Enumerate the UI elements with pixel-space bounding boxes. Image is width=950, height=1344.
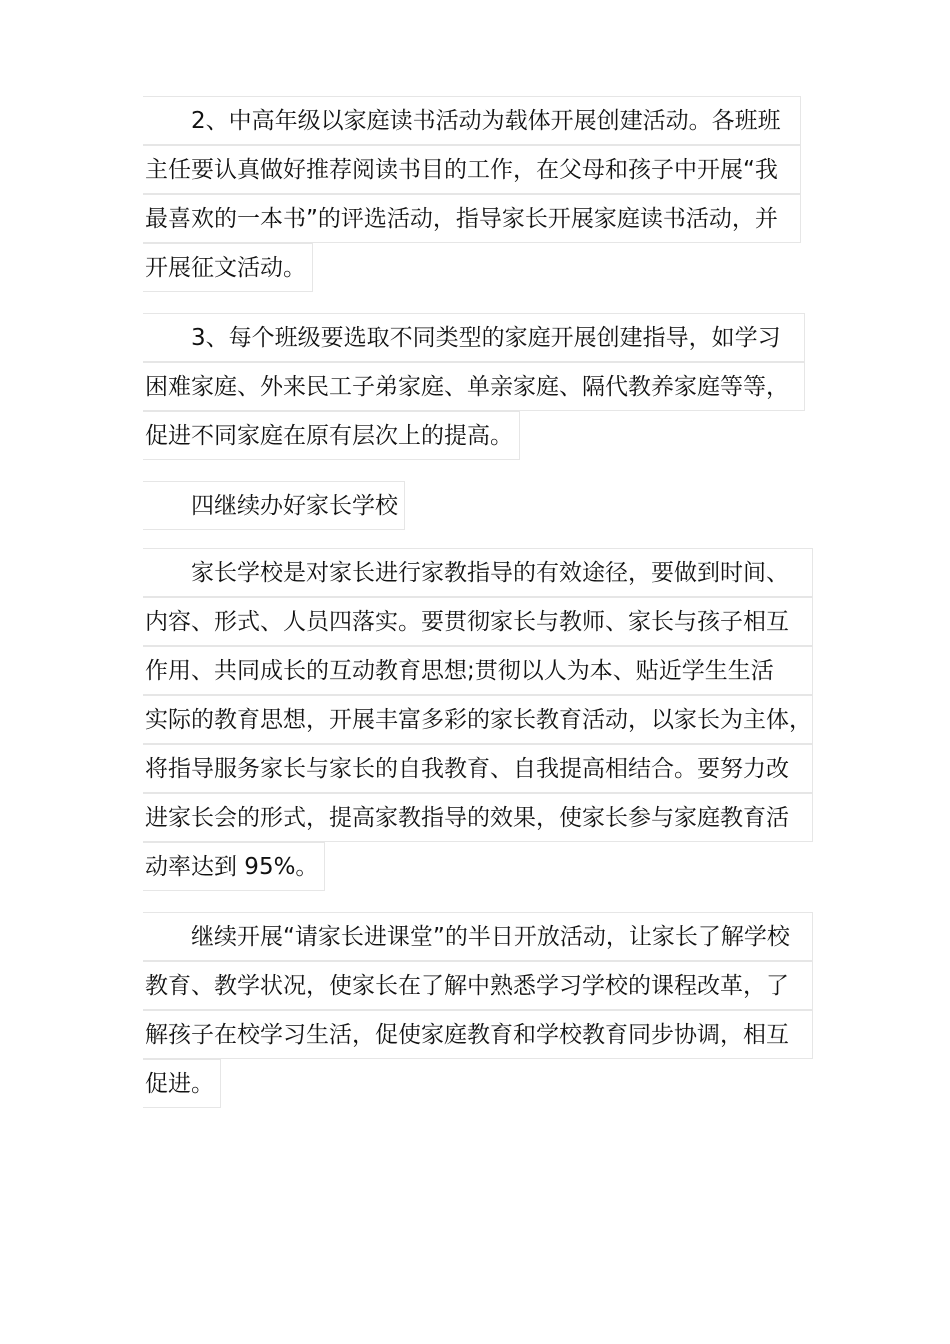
text-line: 主任要认真做好推荐阅读书目的工作，在父母和孩子中开展“我 — [143, 145, 801, 194]
text-line: 促进不同家庭在原有层次上的提高。 — [143, 411, 520, 460]
text-line: 困难家庭、外来民工子弟家庭、单亲家庭、隔代教养家庭等等， — [143, 362, 805, 411]
text-line: 2、中高年级以家庭读书活动为载体开展创建活动。各班班 — [143, 96, 801, 145]
text-line: 最喜欢的一本书”的评选活动，指导家长开展家庭读书活动，并 — [143, 194, 801, 243]
text-line: 开展征文活动。 — [143, 243, 313, 292]
text-line: 进家长会的形式，提高家教指导的效果，使家长参与家庭教育活 — [143, 793, 813, 842]
paragraph-3 — [143, 548, 813, 891]
paragraph-1 — [143, 96, 801, 292]
heading-line: 四继续办好家长学校 — [143, 481, 405, 530]
text-line: 解孩子在校学习生活，促使家庭教育和学校教育同步协调，相互 — [143, 1010, 813, 1059]
text-line: 内容、形式、人员四落实。要贯彻家长与教师、家长与孩子相互 — [143, 597, 813, 646]
text-line: 3、每个班级要选取不同类型的家庭开展创建指导，如学习 — [143, 313, 805, 362]
paragraph-2 — [143, 313, 805, 460]
text-line: 教育、教学状况，使家长在了解中熟悉学习学校的课程改革，了 — [143, 961, 813, 1010]
section-heading — [143, 481, 405, 530]
text-line: 作用、共同成长的互动教育思想;贯彻以人为本、贴近学生生活 — [143, 646, 813, 695]
text-line: 促进。 — [143, 1059, 221, 1108]
text-line: 实际的教育思想，开展丰富多彩的家长教育活动，以家长为主体， — [143, 695, 813, 744]
paragraph-4 — [143, 912, 813, 1108]
text-line: 将指导服务家长与家长的自我教育、自我提高相结合。要努力改 — [143, 744, 813, 793]
text-line: 家长学校是对家长进行家教指导的有效途径，要做到时间、 — [143, 548, 813, 597]
text-line: 继续开展“请家长进课堂”的半日开放活动，让家长了解学校 — [143, 912, 813, 961]
text-line: 动率达到 95%。 — [143, 842, 325, 891]
